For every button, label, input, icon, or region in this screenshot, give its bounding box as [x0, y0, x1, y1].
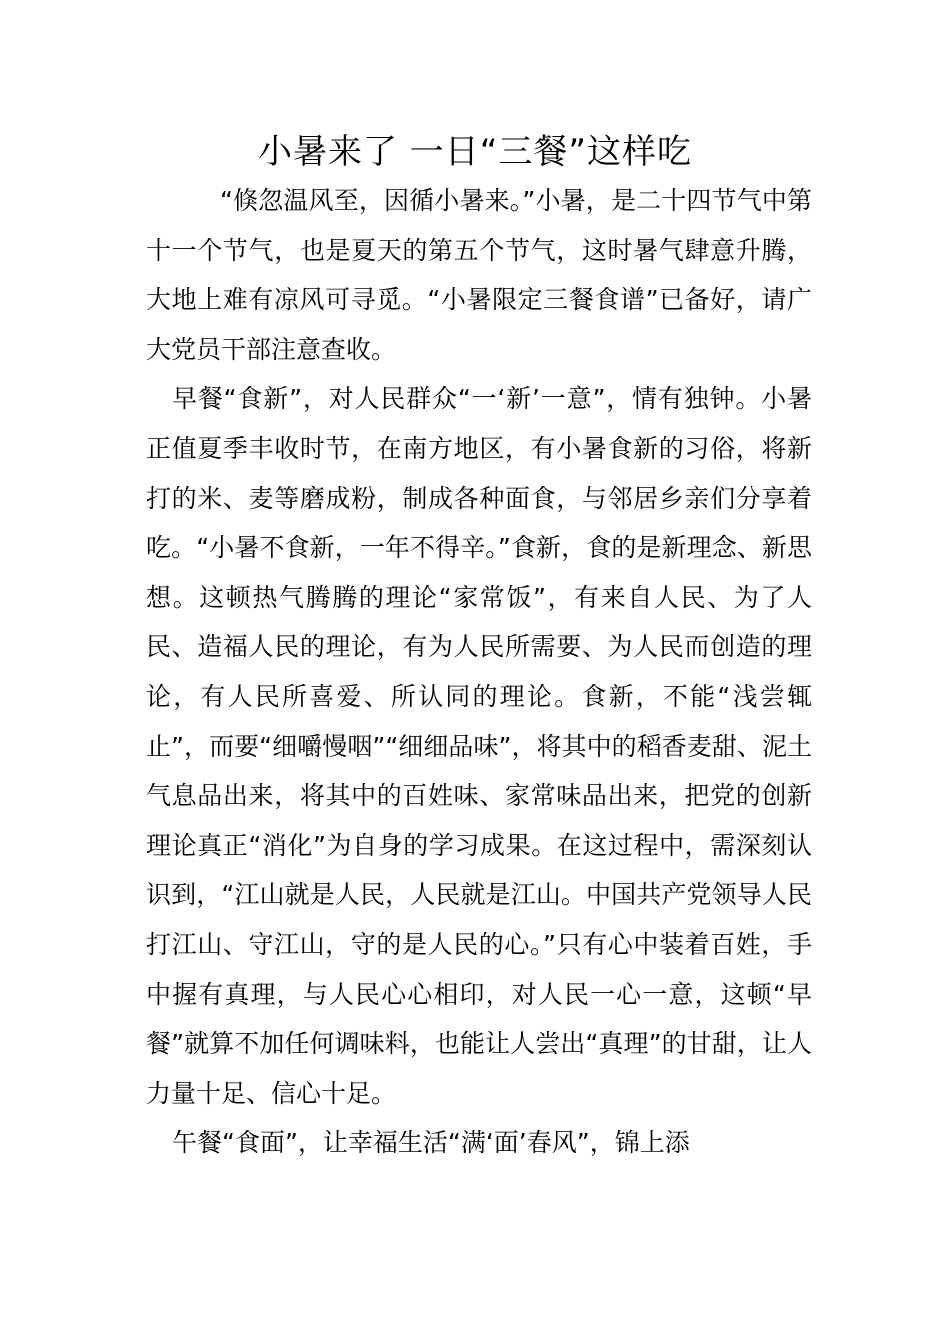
document-title: 小暑来了 一日“三餐”这样吃 — [257, 132, 693, 172]
paragraph-lunch: 午餐“食面”，让幸福生活“满‘面’春风”，锦上添 — [172, 1128, 690, 1158]
paragraph-breakfast: 早餐“食新”，对人民群众“一‘新’一意”，情有独钟。小暑正值夏季丰收时节，在南方地区，有小暑食新的习俗，将新打的米、麦等磨成粉，制成各种面食，与邻居乡亲们分享着吃。“小暑不食新，一年不得辛。”食新，食的是新理念、新思想。这顿热气腾腾的理论“家常饭”，有来自人民、为了人民、造福人民的理论，有为人民所需要、为人民而创造的理论，有人民所喜爱、所认同的理论。食新，不能“浅尝辄止”，而要“细嚼慢咽”“细细品味”，将其中的稻香麦甜、泥土气息品出来，将其中的百姓味、家常味品出来，把党的创新理论真正“消化”为自身的学习成果。在这过程中，需深刻认识到，“江山就是人民，人民就是江山。中国共产党领导人民打江山、守江山，守的是人民的心。”只有心中装着百姓，手中握有真理，与人民心心相印，对人民一心一意，这顿“早餐”就算不加任何调味料，也能让人尝出“真理”的甘甜，让人力量十足、信心十足。 — [146, 384, 812, 1108]
document-body — [146, 176, 812, 1168]
paragraph-intro: “倏忽温风至，因循小暑来。”小暑，是二十四节气中第十一个节气，也是夏天的第五个节气，这时暑气肆意升腾，大地上难有凉风可寻觅。“小暑限定三餐食谱”已备好，请广大党员干部注意查收。 — [146, 186, 812, 364]
